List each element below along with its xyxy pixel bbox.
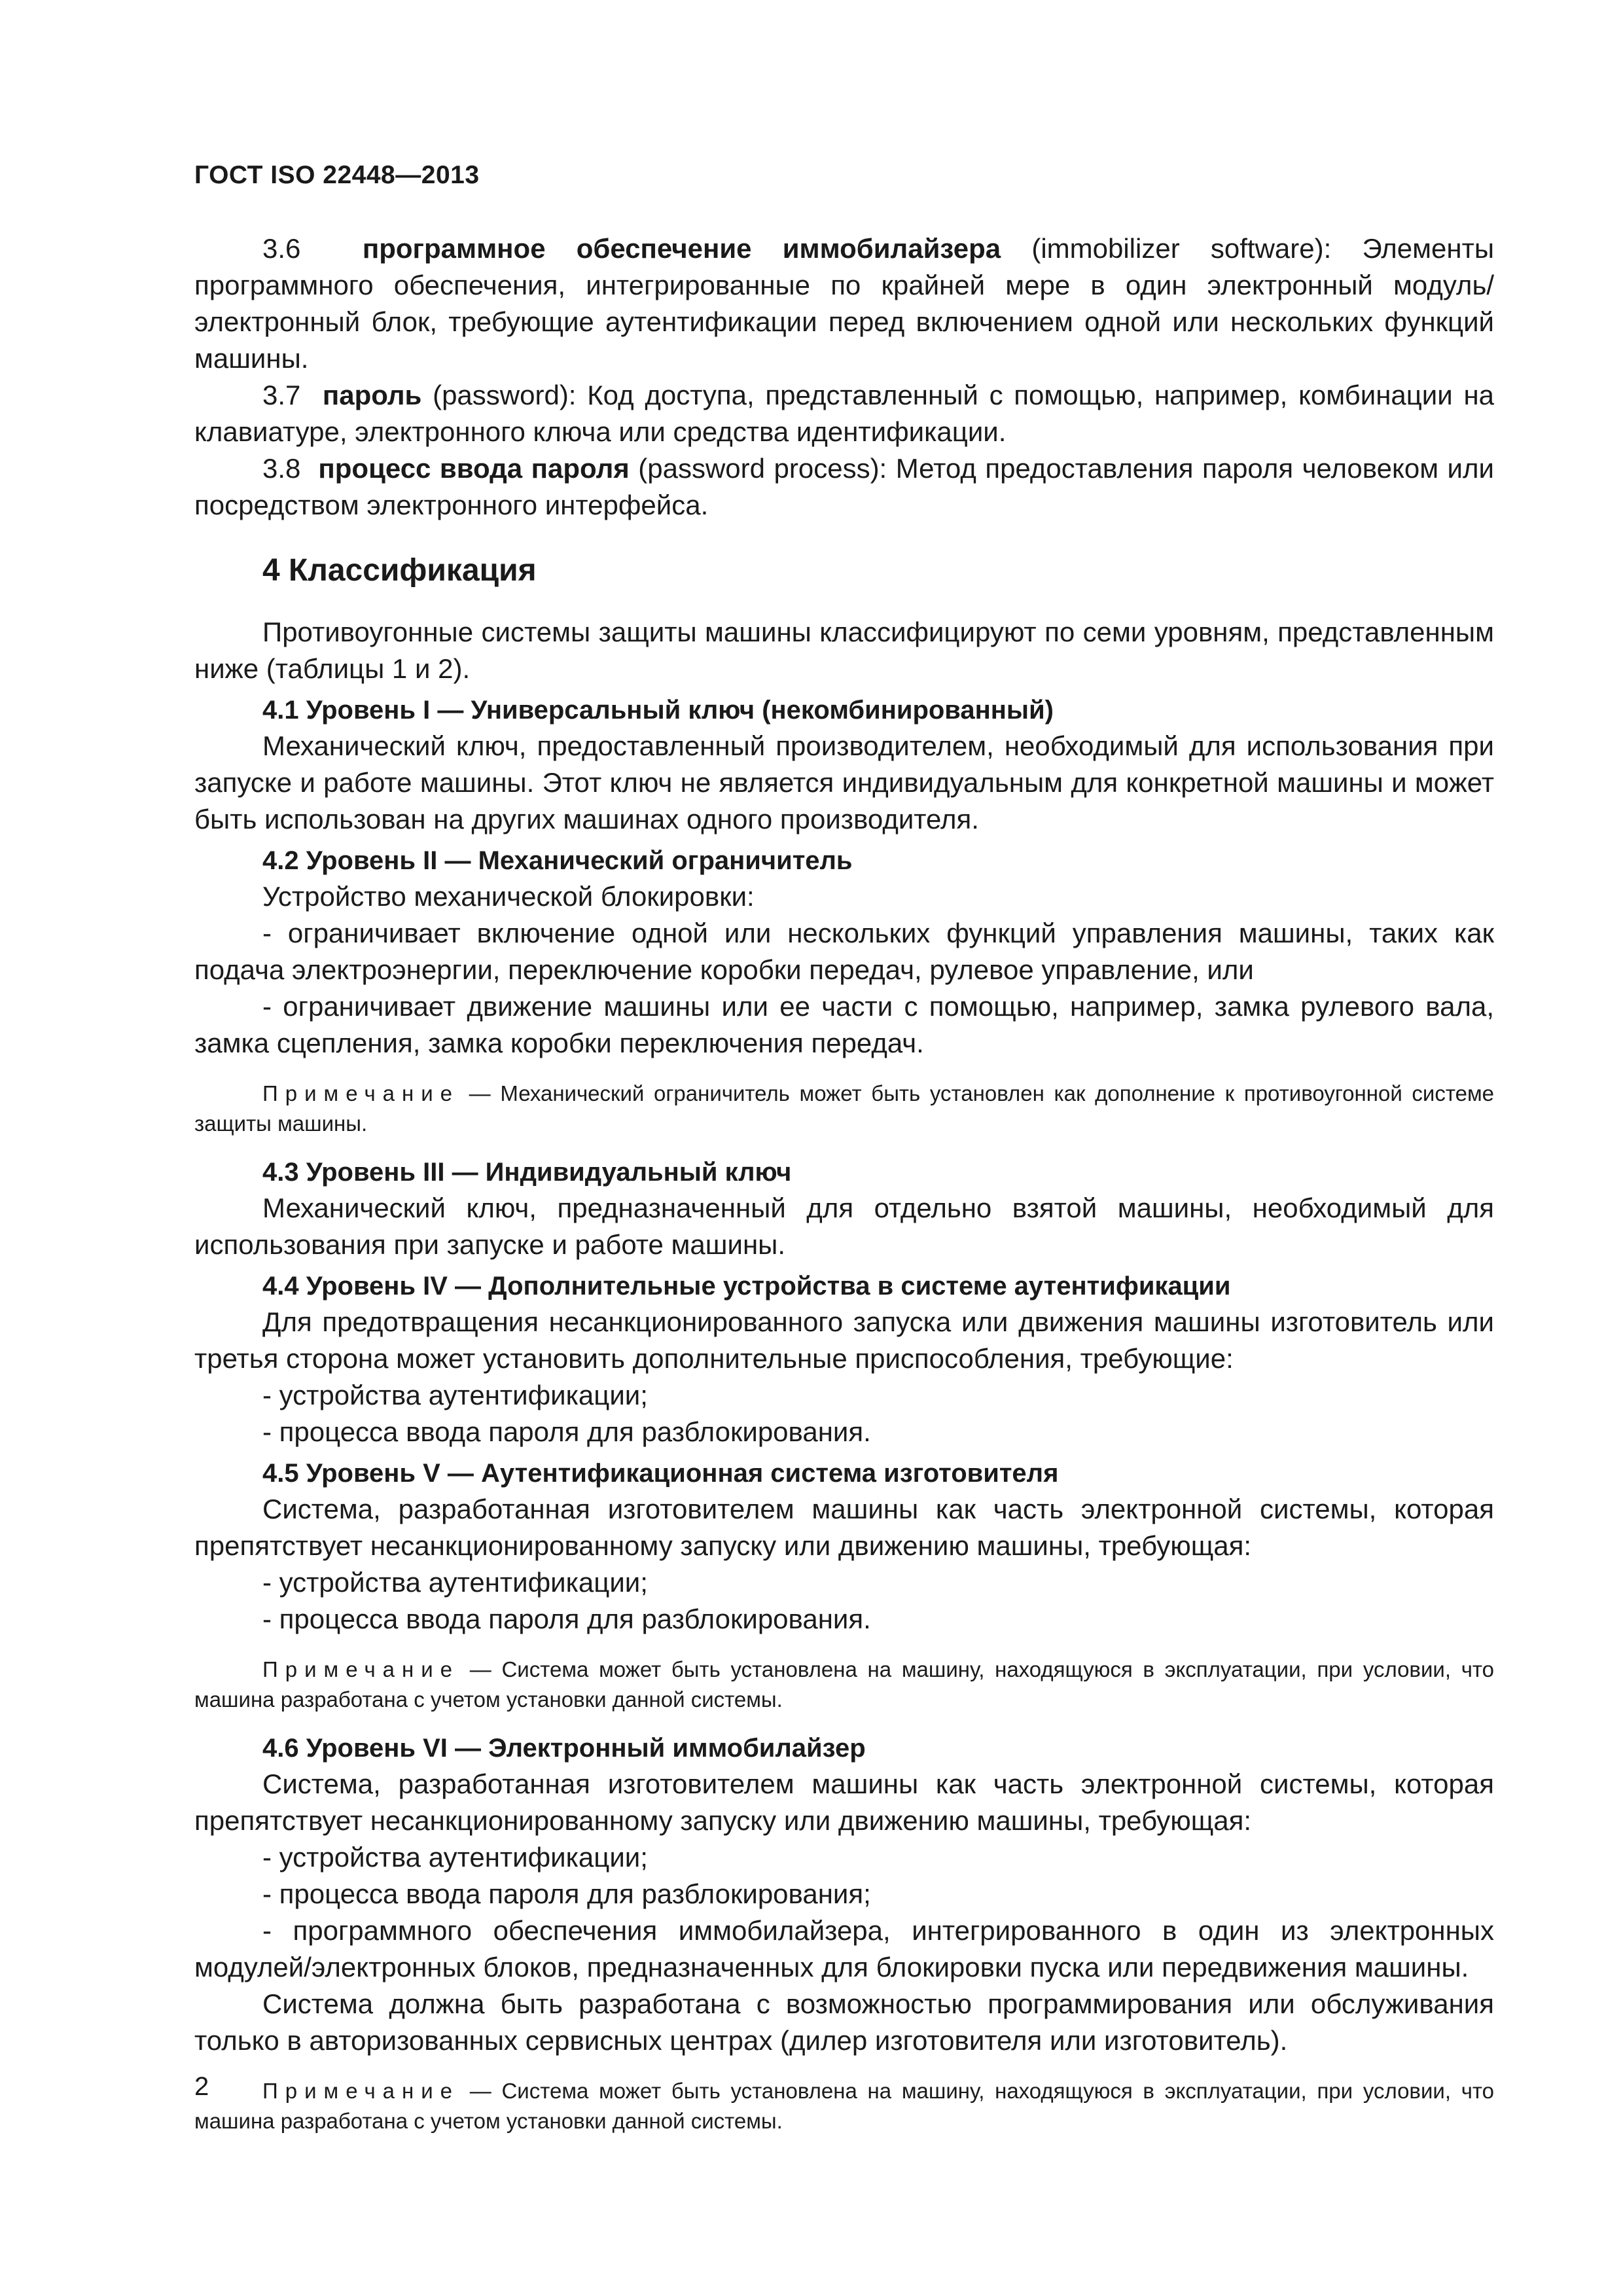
document-header: ГОСТ ISO 22448—2013 <box>194 161 480 189</box>
definition-3-7 <box>194 377 1494 450</box>
section-4-2-item-1: - ограничивает включение одной или нескольких функций управления машины, таких как подача электроэнергии, переключение коробки передач, рулевое управление, или <box>194 918 1494 985</box>
section-4-5-item-1: - устройства аутентификации; <box>262 1567 648 1598</box>
section-4-6-item-3: - программного обеспечения иммобилайзера, интегрированного в один из электронных модулей/электронных блоков, предназначенных для блокировки пуска или передвижения машины. <box>194 1915 1494 1982</box>
section-4-2-lead: Устройство механической блокировки: <box>262 881 755 912</box>
section-4-6-item-2: - процесса ввода пароля для разблокирования; <box>262 1878 871 1909</box>
document-page <box>194 0 1494 2296</box>
section-4-1-heading: 4.1 Уровень I — Универсальный ключ (некомбинированный) <box>262 696 1054 725</box>
definition-text: (password): Код доступа, представленный с помощью, например, комбинации на клавиатуре, электронного ключа или средства идентификации. <box>194 380 1495 447</box>
note-label: Примечание <box>262 1081 460 1105</box>
definition-text: (password process): Метод предоставления пароля человеком или посредством электронного интерфейса. <box>194 453 1494 520</box>
note-text: — Механический ограничитель может быть установлен как дополнение к противоугонной системе защиты машины. <box>194 1081 1494 1136</box>
definition-text: (immobilizer software): Элементы программного обеспечения, интегрированные по крайней мере в один электронный модуль/электронный блок, требующие аутентификации перед включением одной или нескольких функций машины. <box>194 233 1495 374</box>
section-4-4-heading: 4.4 Уровень IV — Дополнительные устройства в системе аутентификации <box>262 1272 1231 1300</box>
section-4-6-text-2: Система должна быть разработана с возможностью программирования или обслуживания только в авторизованных сервисных центрах (дилер изготовителя или изготовитель). <box>194 1988 1494 2056</box>
section-4-intro: Противоугонные системы защиты машины классифицируют по семи уровням, представленным ниже (таблицы 1 и 2). <box>194 617 1494 684</box>
section-4-4-item-2: - процесса ввода пароля для разблокирования. <box>262 1416 871 1447</box>
section-4-6-item-1: - устройства аутентификации; <box>262 1842 648 1873</box>
section-4-6-text: Система, разработанная изготовителем машины как часть электронной системы, которая препятствует несанкционированному запуску или движению машины, требующая: <box>194 1768 1494 1836</box>
section-4-1-text: Механический ключ, предоставленный производителем, необходимый для использования при запуске и работе машины. Этот ключ не является индивидуальным для конкретной машины и может быть использован на других машинах одного производителя. <box>194 730 1494 834</box>
clause-number: 3.7 <box>262 380 301 410</box>
section-4-5-heading: 4.5 Уровень V — Аутентификационная система изготовителя <box>262 1459 1059 1488</box>
section-4-4-item-1: - устройства аутентификации; <box>262 1380 648 1410</box>
section-4-4-text: Для предотвращения несанкционированного запуска или движения машины изготовитель или третья сторона может установить дополнительные приспособления, требующие: <box>194 1306 1494 1374</box>
clause-number: 3.6 <box>262 233 301 264</box>
section-4-5-text: Система, разработанная изготовителем машины как часть электронной системы, которая препятствует несанкционированному запуску или движению машины, требующая: <box>194 1494 1494 1561</box>
clause-number: 3.8 <box>262 453 301 484</box>
note-text: — Система может быть установлена на машину, находящуюся в эксплуатации, при условии, что машина разработана с учетом установки данной системы. <box>194 2079 1494 2133</box>
term: программное обеспечение иммобилайзера <box>362 233 1001 264</box>
note-label: Примечание <box>262 2079 460 2103</box>
section-4-6-note <box>194 2076 1494 2136</box>
section-4-2-item-2: - ограничивает движение машины или ее части с помощью, например, замка рулевого вала, замка сцепления, замка коробки переключения передач. <box>194 991 1494 1058</box>
definition-3-8 <box>194 450 1494 524</box>
page-number: 2 <box>194 2072 209 2101</box>
term: пароль <box>322 380 422 410</box>
definitions-block <box>194 230 1494 2136</box>
section-4-3-text: Механический ключ, предназначенный для отдельно взятой машины, необходимый для использования при запуске и работе машины. <box>194 1193 1494 1260</box>
section-4-2-heading: 4.2 Уровень II — Механический ограничитель <box>262 846 853 875</box>
note-label: Примечание <box>262 1657 460 1681</box>
section-4-6-heading: 4.6 Уровень VI — Электронный иммобилайзер <box>262 1734 866 1763</box>
section-4-3-heading: 4.3 Уровень III — Индивидуальный ключ <box>262 1158 792 1187</box>
section-4-2-note <box>194 1079 1494 1139</box>
section-4-5-item-2: - процесса ввода пароля для разблокирования. <box>262 1604 871 1634</box>
note-text: — Система может быть установлена на машину, находящуюся в эксплуатации, при условии, что машина разработана с учетом установки данной системы. <box>194 1657 1494 1712</box>
section-4-heading: 4 Классификация <box>262 553 537 588</box>
term: процесс ввода пароля <box>318 453 630 484</box>
section-4-5-note <box>194 1655 1494 1715</box>
definition-3-6 <box>194 230 1494 377</box>
